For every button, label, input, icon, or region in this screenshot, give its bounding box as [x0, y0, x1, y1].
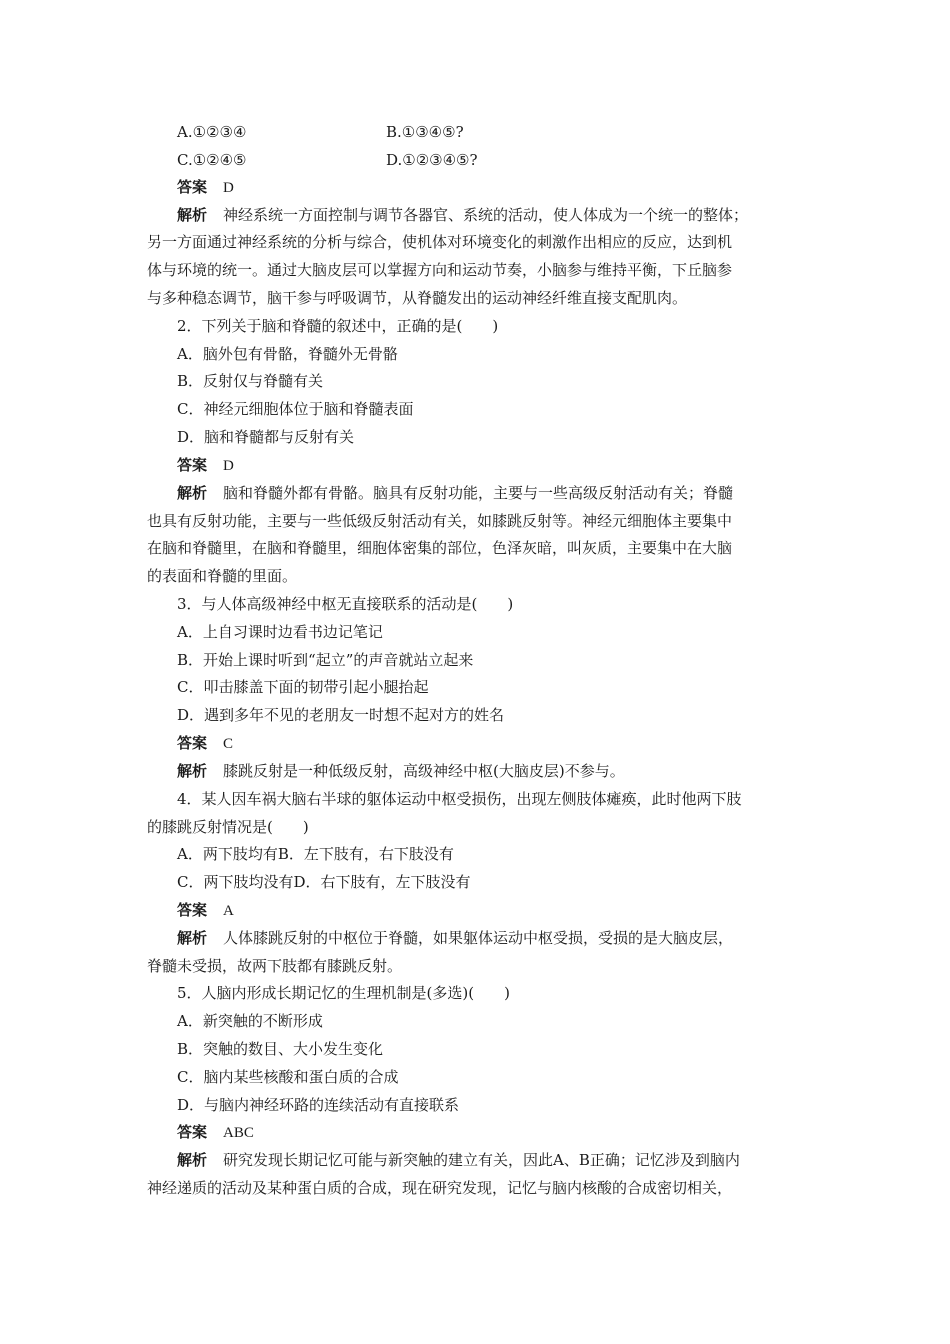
q3-analysis-line-1 — [177, 761, 807, 781]
q3-answer-value: C — [223, 736, 234, 752]
q2-answer-label: 答案 — [177, 456, 208, 474]
q1-option-a: A.①②③④ — [177, 123, 247, 141]
q3-analysis-text-1: 膝跳反射是一种低级反射，高级神经中枢(大脑皮层)不参与。 — [223, 762, 625, 780]
q4-options-row-2: C．两下肢均没有D．右下肢有，左下肢没有 — [177, 873, 471, 891]
q5-analysis-text-1: 研究发现长期记忆可能与新突触的建立有关，因此A、B正确；记忆涉及到脑内 — [223, 1151, 740, 1169]
q3-answer — [177, 733, 807, 754]
q2-stem: 2．下列关于脑和脊髓的叙述中，正确的是( ) — [177, 317, 499, 335]
q2-analysis-line-4: 的表面和脊髓的里面。 — [147, 567, 298, 585]
q1-option-b: B.①③④⑤? — [386, 123, 464, 141]
q2-option-c: C．神经元细胞体位于脑和脊髓表面 — [177, 400, 414, 418]
q2-analysis-text-1: 脑和脊髓外都有骨骼。脑具有反射功能，主要与一些高级反射活动有关；脊髓 — [223, 484, 734, 502]
q5-stem: 5．人脑内形成长期记忆的生理机制是(多选)( ) — [177, 984, 510, 1002]
q2-analysis-label: 解析 — [177, 484, 208, 502]
q4-stem-line-1: 4．某人因车祸大脑右半球的躯体运动中枢受损伤，出现左侧肢体瘫痪，此时他两下肢 — [177, 790, 742, 808]
q1-analysis-text-1: 神经系统一方面控制与调节各器官、系统的活动，使人体成为一个统一的整体； — [223, 206, 749, 224]
q5-option-b: B．突触的数目、大小发生变化 — [177, 1040, 384, 1058]
q3-option-b: B．开始上课时听到“起立”的声音就站立起来 — [177, 651, 474, 669]
q5-answer — [177, 1122, 807, 1143]
q5-option-c: C．脑内某些核酸和蛋白质的合成 — [177, 1068, 399, 1086]
q1-analysis-line-3: 体与环境的统一。通过大脑皮层可以掌握方向和运动节奏，小脑参与维持平衡，下丘脑参 — [147, 261, 733, 279]
q5-analysis-line-2: 神经递质的活动及某种蛋白质的合成，现在研究发现，记忆与脑内核酸的合成密切相关， — [147, 1179, 733, 1197]
q4-analysis-label: 解析 — [177, 929, 208, 947]
q5-answer-value: ABC — [223, 1125, 254, 1141]
q3-analysis-label: 解析 — [177, 762, 208, 780]
q2-analysis-line-2: 也具有反射功能，主要与一些低级反射活动有关，如膝跳反射等。神经元细胞体主要集中 — [147, 512, 733, 530]
q5-option-d: D．与脑内神经环路的连续活动有直接联系 — [177, 1096, 460, 1114]
q2-option-b: B．反射仅与脊髓有关 — [177, 372, 324, 390]
q1-answer — [177, 177, 807, 198]
q1-option-d: D.①②③④⑤? — [386, 151, 478, 169]
q1-analysis-label: 解析 — [177, 206, 208, 224]
q1-options-row-1 — [177, 122, 837, 142]
q5-answer-label: 答案 — [177, 1123, 208, 1141]
q1-analysis-line-4: 与多种稳态调节，脑干参与呼吸调节，从脊髓发出的运动神经纤维直接支配肌肉。 — [147, 289, 688, 307]
q5-option-a: A．新突触的不断形成 — [177, 1012, 323, 1030]
q4-analysis-line-2: 脊髓未受损，故两下肢都有膝跳反射。 — [147, 957, 403, 975]
q3-option-c: C．叩击膝盖下面的韧带引起小腿抬起 — [177, 678, 429, 696]
q4-options-row-1: A．两下肢均有B．左下肢有，右下肢没有 — [177, 845, 454, 863]
q1-option-c: C.①②④⑤ — [177, 151, 247, 169]
q1-analysis-line-2: 另一方面通过神经系统的分析与综合，使机体对环境变化的刺激作出相应的反应，达到机 — [147, 233, 733, 251]
q2-option-a: A．脑外包有骨骼，脊髓外无骨骼 — [177, 345, 398, 363]
q2-answer — [177, 455, 807, 476]
q4-answer-label: 答案 — [177, 901, 208, 919]
q1-answer-value: D — [223, 180, 234, 196]
q2-option-d: D．脑和脊髓都与反射有关 — [177, 428, 355, 446]
q2-analysis-line-3: 在脑和脊髓里，在脑和脊髓里，细胞体密集的部位，色泽灰暗，叫灰质，主要集中在大脑 — [147, 539, 733, 557]
q4-analysis-line-1 — [177, 928, 807, 948]
q2-answer-value: D — [223, 458, 234, 474]
q3-option-a: A．上自习课时边看书边记笔记 — [177, 623, 383, 641]
q1-answer-label: 答案 — [177, 178, 208, 196]
q1-options-row-2 — [177, 150, 837, 170]
q5-analysis-label: 解析 — [177, 1151, 208, 1169]
q4-stem-line-2: 的膝跳反射情况是( ) — [147, 818, 309, 836]
q1-analysis-line-1 — [177, 205, 807, 225]
q4-answer-value: A — [223, 903, 234, 919]
q2-analysis-line-1 — [177, 483, 807, 503]
q3-answer-label: 答案 — [177, 734, 208, 752]
q5-analysis-line-1 — [177, 1150, 807, 1170]
q4-analysis-text-1: 人体膝跳反射的中枢位于脊髓，如果躯体运动中枢受损，受损的是大脑皮层， — [223, 929, 734, 947]
q3-option-d: D．遇到多年不见的老朋友一时想不起对方的姓名 — [177, 706, 505, 724]
q3-stem: 3．与人体高级神经中枢无直接联系的活动是( ) — [177, 595, 514, 613]
q4-answer — [177, 900, 807, 921]
